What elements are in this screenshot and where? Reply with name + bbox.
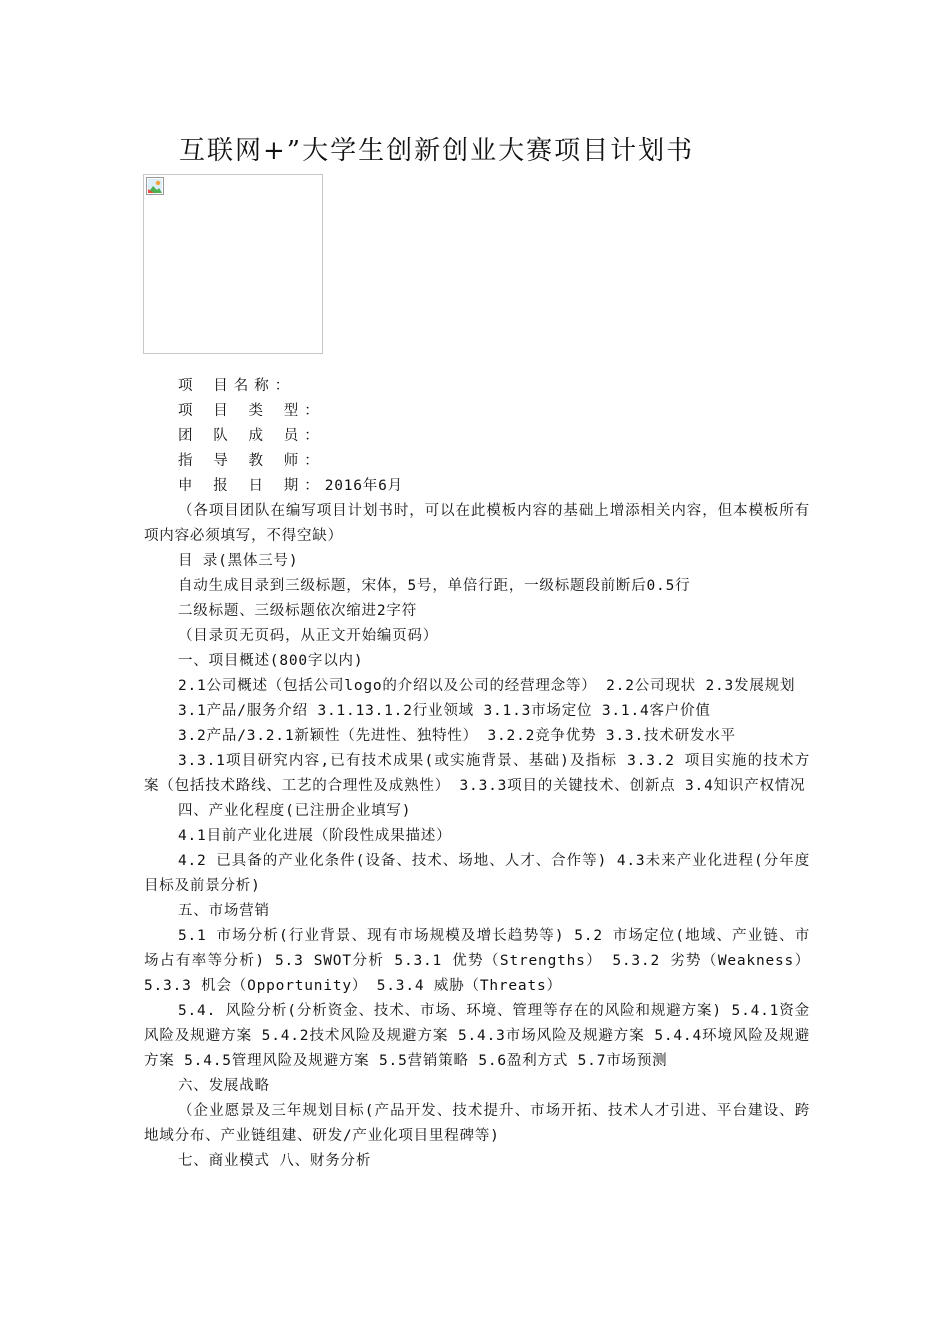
- paragraph-instructions: （各项目团队在编写项目计划书时，可以在此模板内容的基础上增添相关内容，但本模板所有项内容必须填写，不得空缺）: [144, 503, 810, 544]
- paragraph-section-3-2: 3.2产品/3.2.1新颖性（先进性、独特性） 3.2.2竞争优势 3.3.技术研发水平: [178, 728, 736, 744]
- broken-image-icon: [146, 177, 164, 195]
- paragraph-section-5-4: 5.4. 风险分析(分析资金、技术、市场、环境、管理等存在的风险和规避方案) 5.4.1资金风险及规避方案 5.4.2技术风险及规避方案 5.4.3市场风险及规避方案 5.4.4环境风险及规避方案 5.4.5管理风险及规避方案 5.5营销策略 5.6盈利方式 5.7市场预测: [144, 1003, 810, 1069]
- document-body: [144, 374, 810, 1174]
- info-row-submission-date: 申 报 日 期：2016年6月: [178, 478, 403, 494]
- paragraph-section-6-detail: （企业愿景及三年规划目标(产品开发、技术提升、市场开拓、技术人才引进、平台建设、跨地域分布、产业链组建、研发/产业化项目里程碑等): [144, 1103, 810, 1144]
- paragraph-section-1: 一、项目概述(800字以内): [178, 653, 364, 669]
- paragraph-toc-pagination: （目录页无页码，从正文开始编页码）: [178, 628, 439, 644]
- info-row-project-name: 项 目名称：: [178, 378, 296, 394]
- paragraph-section-3-1: 3.1产品/服务介绍 3.1.13.1.2行业领域 3.1.3市场定位 3.1.4客户价值: [178, 703, 711, 719]
- paragraph-section-7-8: 七、商业模式 八、财务分析: [178, 1153, 372, 1169]
- paragraph-section-5-1: 5.1 市场分析(行业背景、现有市场规模及增长趋势等) 5.2 市场定位(地域、产业链、市场占有率等分析) 5.3 SWOT分析 5.3.1 优势（Strengths） 5.3.2 劣势（Weakness） 5.3.3 机会（Opportunity） 5.3.4 威胁（Threats）: [144, 928, 810, 994]
- paragraph-section-4: 四、产业化程度(已注册企业填写): [178, 803, 412, 819]
- paragraph-section-3-3: 3.3.1项目研究内容,已有技术成果(或实施背景、基础)及指标 3.3.2 项目实施的技术方案（包括技术路线、工艺的合理性及成熟性） 3.3.3项目的关键技术、创新点 3.4知识产权情况: [144, 753, 810, 794]
- paragraph-toc-format: 自动生成目录到三级标题，宋体，5号，单倍行距，一级标题段前断后0.5行: [178, 578, 691, 594]
- info-row-advisor: 指 导 教 师：: [178, 453, 325, 469]
- paragraph-section-2: 2.1公司概述（包括公司logo的介绍以及公司的经营理念等） 2.2公司现状 2.3发展规划: [178, 678, 796, 694]
- document-title: 互联网+”大学生创新创业大赛项目计划书: [179, 136, 695, 166]
- paragraph-toc-heading: 目 录(黑体三号): [178, 553, 299, 569]
- info-row-team-members: 团 队 成 员：: [178, 428, 325, 444]
- paragraph-section-6: 六、发展战略: [178, 1078, 270, 1094]
- paragraph-section-4-2: 4.2 已具备的产业化条件(设备、技术、场地、人才、合作等) 4.3未来产业化进程(分年度目标及前景分析): [144, 853, 810, 894]
- paragraph-toc-indent: 二级标题、三级标题依次缩进2字符: [178, 603, 418, 619]
- paragraph-section-4-1: 4.1目前产业化进展（阶段性成果描述）: [178, 828, 452, 844]
- paragraph-section-5: 五、市场营销: [178, 903, 270, 919]
- info-row-project-type: 项 目 类 型：: [178, 403, 325, 419]
- image-placeholder: [143, 174, 323, 354]
